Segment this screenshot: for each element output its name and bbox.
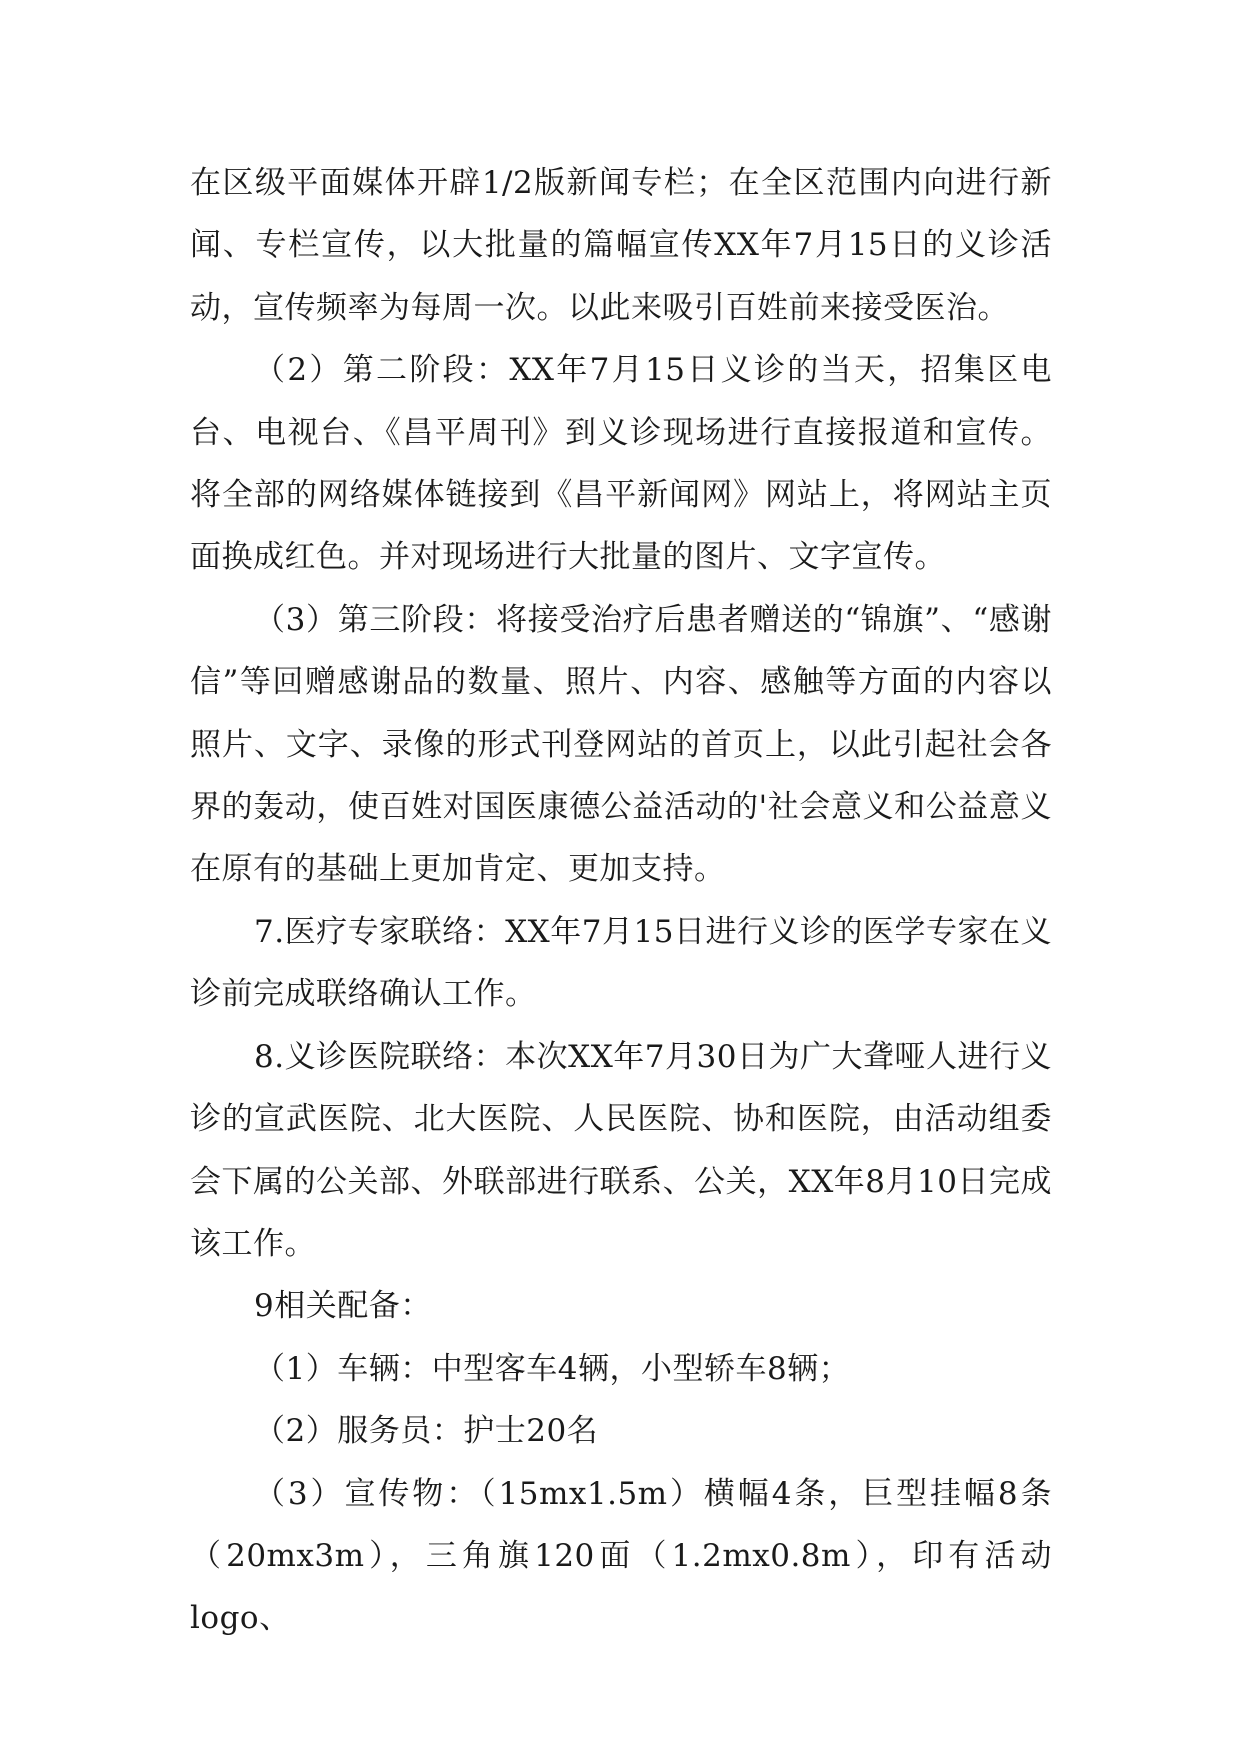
document-body (190, 152, 1052, 1650)
paragraph-media-columns: 在区级平面媒体开辟1/2版新闻专栏；在全区范围内向进行新闻、专栏宣传，以大批量的篇幅宣传XX年7月15日的义诊活动，宣传频率为每周一次。以此来吸引百姓前来接受医治。 (190, 165, 1052, 326)
paragraph-phase-two: （2）第二阶段：XX年7月15日义诊的当天，招集区电台、电视台、《昌平周刊》到义诊现场进行直接报道和宣传。将全部的网络媒体链接到《昌平新闻网》网站上，将网站主页面换成红色。并对现场进行大批量的图片、文字宣传。 (190, 352, 1052, 576)
paragraph-vehicles: （1）车辆：中型客车4辆，小型轿车8辆； (254, 1350, 851, 1387)
paragraph-promo-materials: （3）宣传物：（15mx1.5m）横幅4条，巨型挂幅8条（20mx3m），三角旗120面（1.2mx0.8m），印有活动logo、 (190, 1475, 1052, 1637)
paragraph-phase-three: （3）第三阶段：将接受治疗后患者赠送的“锦旗”、“感谢信”等回赠感谢品的数量、照片、内容、感触等方面的内容以照片、文字、录像的形式刊登网站的首页上，以此引起社会各界的轰动，使百姓对国医康德公益活动的'社会意义和公益意义在原有的基础上更加肯定、更加支持。 (190, 601, 1052, 888)
paragraph-hospital-contact: 8.义诊医院联络：本次XX年7月30日为广大聋哑人进行义诊的宣武医院、北大医院、人民医院、协和医院，由活动组委会下属的公关部、外联部进行联系、公关，XX年8月10日完成该工作。 (190, 1038, 1052, 1262)
paragraph-staff: （2）服务员：护士20名 (254, 1413, 599, 1450)
paragraph-equipment-heading: 9相关配备： (254, 1288, 432, 1325)
paragraph-expert-contact: 7.医疗专家联络：XX年7月15日进行义诊的医学专家在义诊前完成联络确认工作。 (190, 913, 1052, 1013)
